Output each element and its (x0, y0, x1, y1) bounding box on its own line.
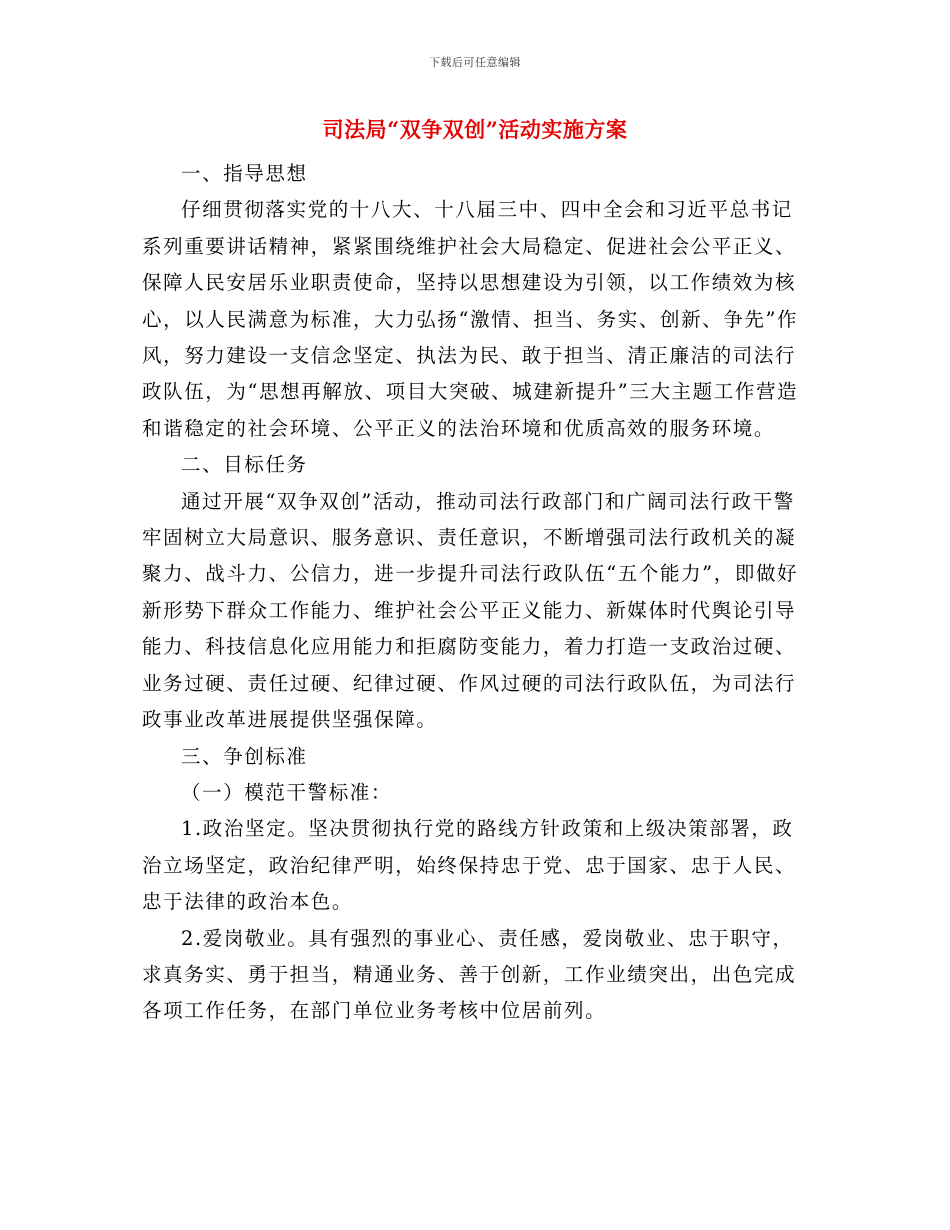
paragraph-guiding-ideology: 仔细贯彻落实党的十八大、十八届三中、四中全会和习近平总书记系列重要讲话精神，紧紧围绕维护社会大局稳定、促进社会公平正义、保障人民安居乐业职责使命，坚持以思想建设为引领，以工作绩效为核心，以人民满意为标准，大力弘扬“激情、担当、务实、创新、争先”作风，努力建设一支信念坚定、执法为民、敢于担当、清正廉洁的司法行政队伍，为“思想再解放、项目大突破、城建新提升”三大主题工作营造和谐稳定的社会环境、公平正义的法治环境和优质高效的服务环境。 (142, 198, 799, 440)
section-heading-guiding-ideology: 一、指导思想 (181, 162, 308, 185)
paragraph-goals: 通过开展“双争双创”活动，推动司法行政部门和广阔司法行政干警牢固树立大局意识、服务意识、责任意识，不断增强司法行政机关的凝聚力、战斗力、公信力，进一步提升司法行政队伍“五个能力”，即做好新形势下群众工作能力、维护社会公平正义能力、新媒体时代舆论引导能力、科技信息化应用能力和拒腐防变能力，着力打造一支政治过硬、业务过硬、责任过硬、纪律过硬、作风过硬的司法行政队伍，为司法行政事业改革进展提供坚强保障。 (142, 489, 799, 732)
list-item-political-firmness: 1.政治坚定。坚决贯彻执行党的路线方针政策和上级决策部署，政治立场坚定，政治纪律严明，始终保持忠于党、忠于国家、忠于人民、忠于法律的政治本色。 (142, 817, 797, 914)
header-note: 下载后可任意编辑 (429, 56, 521, 69)
document-body (142, 156, 802, 1030)
section-heading-goals: 二、目标任务 (181, 453, 308, 477)
list-item-dedication: 2.爱岗敬业。具有强烈的事业心、责任感，爱岗敬业、忠于职守，求真务实、勇于担当，精通业务、善于创新，工作业绩突出，出色完成各项工作任务，在部门单位业务考核中位居前列。 (142, 926, 797, 1023)
document-title: 司法局“双争双创”活动实施方案 (322, 117, 628, 142)
subheading-model-officer: （一）模范干警标准： (181, 780, 393, 804)
section-heading-standards: 三、争创标准 (181, 744, 308, 768)
